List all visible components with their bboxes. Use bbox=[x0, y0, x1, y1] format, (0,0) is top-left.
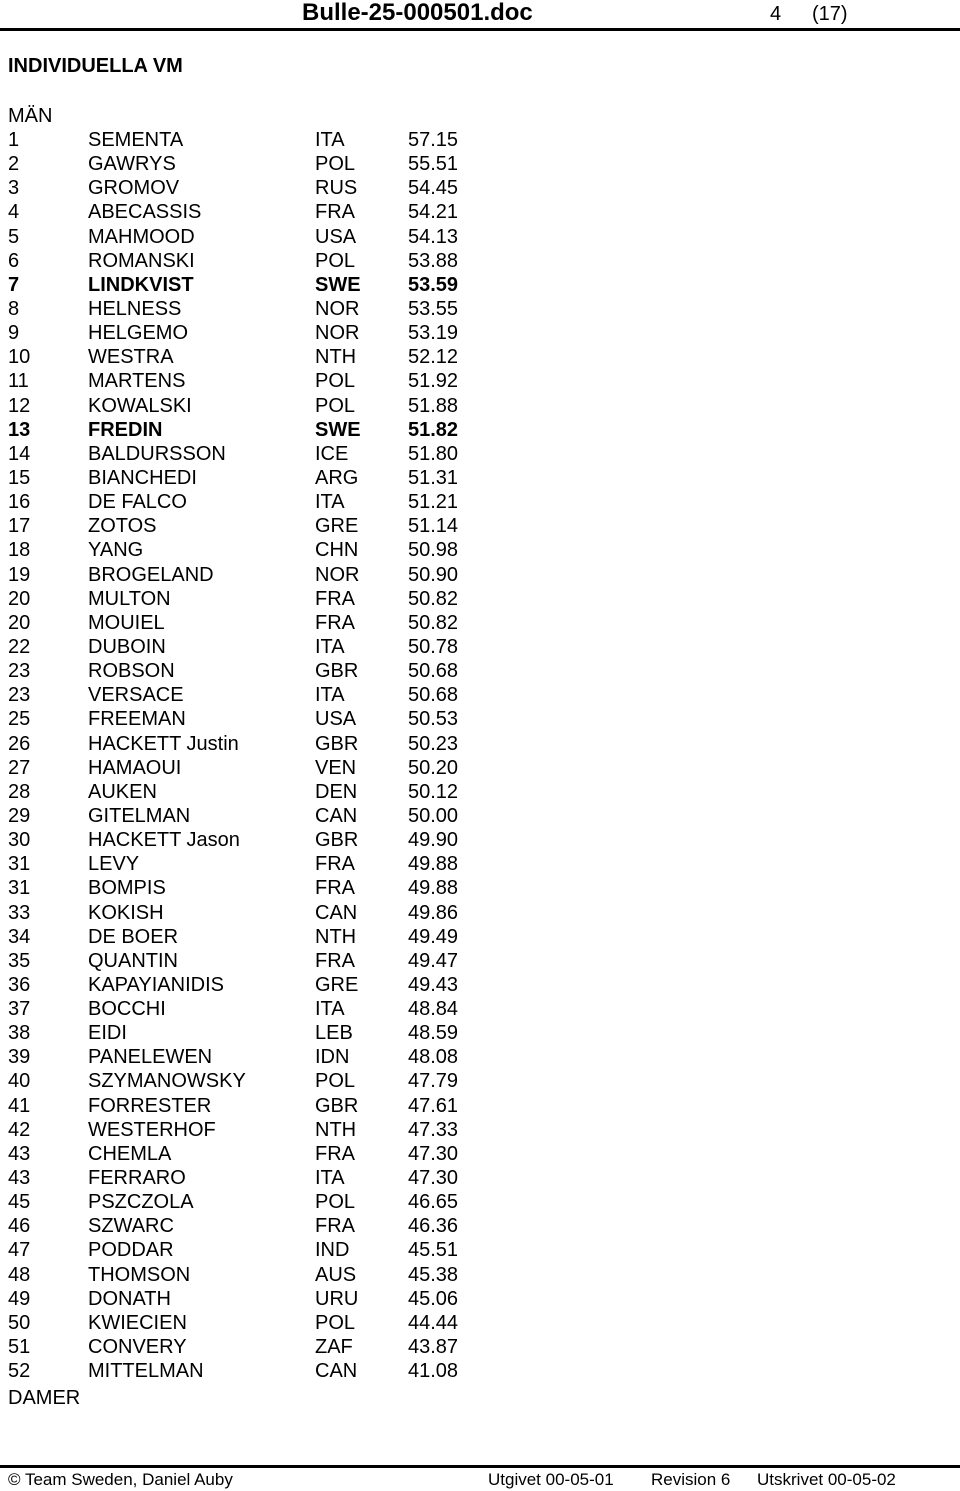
result-rank: 47 bbox=[8, 1239, 31, 1262]
result-row bbox=[0, 297, 960, 321]
result-name: FORRESTER bbox=[88, 1094, 212, 1117]
result-rank: 40 bbox=[8, 1070, 31, 1093]
result-nation: SWE bbox=[315, 273, 361, 296]
result-score: 51.80 bbox=[408, 442, 459, 465]
result-row bbox=[0, 369, 960, 393]
result-row bbox=[0, 1359, 960, 1383]
result-row bbox=[0, 200, 960, 224]
result-score: 47.30 bbox=[408, 1142, 459, 1165]
result-score: 51.31 bbox=[408, 466, 459, 489]
result-rank: 20 bbox=[8, 587, 31, 610]
result-rank: 23 bbox=[8, 684, 31, 707]
result-score: 50.53 bbox=[408, 708, 459, 731]
result-rank: 25 bbox=[8, 708, 31, 731]
result-rank: 2 bbox=[8, 153, 20, 176]
result-rank: 31 bbox=[8, 877, 31, 900]
footer-divider bbox=[0, 1465, 960, 1468]
result-row bbox=[0, 611, 960, 635]
page-header bbox=[0, 0, 960, 32]
result-name: KOKISH bbox=[88, 901, 164, 924]
result-score: 47.79 bbox=[408, 1070, 459, 1093]
result-score: 48.08 bbox=[408, 1046, 459, 1069]
result-nation: CAN bbox=[315, 804, 358, 827]
result-row bbox=[0, 1263, 960, 1287]
result-nation: GBR bbox=[315, 732, 359, 755]
result-nation: GRE bbox=[315, 515, 359, 538]
result-row bbox=[0, 973, 960, 997]
result-nation: ITA bbox=[315, 1167, 345, 1190]
result-nation: NTH bbox=[315, 346, 357, 369]
result-rank: 10 bbox=[8, 346, 31, 369]
result-nation: CHN bbox=[315, 539, 359, 562]
result-row bbox=[0, 514, 960, 538]
result-name: HELNESS bbox=[88, 297, 182, 320]
result-score: 49.90 bbox=[408, 829, 459, 852]
result-row bbox=[0, 1311, 960, 1335]
result-name: WESTERHOF bbox=[88, 1118, 216, 1141]
result-name: GITELMAN bbox=[88, 804, 191, 827]
result-nation: NOR bbox=[315, 322, 360, 345]
result-rank: 19 bbox=[8, 563, 31, 586]
result-name: HELGEMO bbox=[88, 322, 189, 345]
result-score: 53.88 bbox=[408, 249, 459, 272]
result-rank: 11 bbox=[8, 370, 29, 393]
men-heading: MÄN bbox=[8, 105, 53, 127]
result-rank: 45 bbox=[8, 1191, 31, 1214]
result-nation: NTH bbox=[315, 1118, 357, 1141]
result-name: SZYMANOWSKY bbox=[88, 1070, 246, 1093]
footer-printed: Utskrivet 00-05-02 bbox=[757, 1470, 896, 1489]
result-nation: GBR bbox=[315, 829, 359, 852]
result-name: MOUIEL bbox=[88, 611, 165, 634]
result-score: 47.33 bbox=[408, 1118, 459, 1141]
result-name: QUANTIN bbox=[88, 949, 178, 972]
result-nation: ITA bbox=[315, 129, 345, 151]
result-score: 50.00 bbox=[408, 804, 459, 827]
footer-copyright: © Team Sweden, Daniel Auby bbox=[8, 1470, 233, 1489]
result-row bbox=[0, 828, 960, 852]
result-row bbox=[0, 925, 960, 949]
result-score: 53.55 bbox=[408, 297, 459, 320]
result-rank: 51 bbox=[8, 1336, 31, 1359]
page-number: 4 bbox=[770, 3, 782, 25]
result-score: 46.65 bbox=[408, 1191, 459, 1214]
result-rank: 26 bbox=[8, 732, 31, 755]
result-name: VERSACE bbox=[88, 684, 184, 707]
result-name: GAWRYS bbox=[88, 153, 176, 176]
result-score: 52.12 bbox=[408, 346, 459, 369]
result-nation: ITA bbox=[315, 491, 345, 514]
result-rank: 41 bbox=[8, 1094, 31, 1117]
result-name: ROMANSKI bbox=[88, 249, 195, 272]
result-score: 47.30 bbox=[408, 1167, 459, 1190]
result-nation: POL bbox=[315, 249, 356, 272]
result-rank: 52 bbox=[8, 1360, 31, 1383]
result-row bbox=[0, 949, 960, 973]
result-row bbox=[0, 756, 960, 780]
result-name: MITTELMAN bbox=[88, 1360, 204, 1383]
result-name: KOWALSKI bbox=[88, 394, 192, 417]
result-nation: POL bbox=[315, 1311, 356, 1334]
result-score: 45.38 bbox=[408, 1263, 459, 1286]
result-rank: 17 bbox=[8, 515, 31, 538]
result-rank: 1 bbox=[8, 129, 20, 151]
result-row bbox=[0, 176, 960, 200]
result-score: 48.84 bbox=[408, 998, 459, 1021]
result-rank: 43 bbox=[8, 1142, 31, 1165]
result-name: LINDKVIST bbox=[88, 273, 194, 296]
result-score: 50.68 bbox=[408, 660, 459, 683]
result-row bbox=[0, 418, 960, 442]
result-rank: 27 bbox=[8, 756, 31, 779]
result-nation: GBR bbox=[315, 1094, 359, 1117]
result-rank: 43 bbox=[8, 1167, 31, 1190]
result-row bbox=[0, 442, 960, 466]
result-nation: POL bbox=[315, 1191, 356, 1214]
result-row bbox=[0, 321, 960, 345]
result-name: BIANCHEDI bbox=[88, 466, 197, 489]
result-name: PSZCZOLA bbox=[88, 1191, 194, 1214]
result-nation: USA bbox=[315, 708, 357, 731]
result-row bbox=[0, 249, 960, 273]
result-row bbox=[0, 394, 960, 418]
result-rank: 4 bbox=[8, 201, 20, 224]
header-divider bbox=[0, 28, 960, 31]
footer-revision: Revision 6 bbox=[651, 1470, 731, 1489]
result-nation: GRE bbox=[315, 973, 359, 996]
result-rank: 38 bbox=[8, 1022, 31, 1045]
result-score: 46.36 bbox=[408, 1215, 459, 1238]
result-score: 48.59 bbox=[408, 1022, 459, 1045]
result-rank: 50 bbox=[8, 1311, 31, 1334]
result-row bbox=[0, 1142, 960, 1166]
result-score: 54.45 bbox=[408, 177, 459, 200]
result-rank: 16 bbox=[8, 491, 31, 514]
result-rank: 31 bbox=[8, 853, 31, 876]
result-row bbox=[0, 273, 960, 297]
result-score: 55.51 bbox=[408, 153, 459, 176]
result-row bbox=[0, 1166, 960, 1190]
result-rank: 15 bbox=[8, 466, 31, 489]
result-row bbox=[0, 152, 960, 176]
result-name: FREDIN bbox=[88, 418, 163, 441]
result-row bbox=[0, 659, 960, 683]
result-name: MARTENS bbox=[88, 370, 186, 393]
result-score: 49.47 bbox=[408, 949, 459, 972]
result-score: 50.68 bbox=[408, 684, 459, 707]
result-score: 45.06 bbox=[408, 1287, 459, 1310]
result-score: 51.14 bbox=[408, 515, 459, 538]
result-nation: NOR bbox=[315, 297, 360, 320]
result-name: PANELEWEN bbox=[88, 1046, 213, 1069]
result-name: AUKEN bbox=[88, 780, 157, 803]
result-rank: 20 bbox=[8, 611, 31, 634]
result-row bbox=[0, 1021, 960, 1045]
result-rank: 30 bbox=[8, 829, 31, 852]
result-rank: 22 bbox=[8, 635, 31, 658]
page-footer bbox=[0, 1470, 960, 1490]
result-rank: 48 bbox=[8, 1263, 31, 1286]
result-rank: 28 bbox=[8, 780, 31, 803]
result-row bbox=[0, 901, 960, 925]
result-rank: 12 bbox=[8, 394, 31, 417]
result-rank: 8 bbox=[8, 297, 20, 320]
result-row bbox=[0, 1335, 960, 1359]
result-name: DE FALCO bbox=[88, 491, 187, 514]
result-row bbox=[0, 732, 960, 756]
result-rank: 34 bbox=[8, 925, 31, 948]
result-nation: SWE bbox=[315, 418, 361, 441]
result-nation: POL bbox=[315, 370, 356, 393]
result-nation: NOR bbox=[315, 563, 360, 586]
result-rank: 23 bbox=[8, 660, 31, 683]
result-name: WESTRA bbox=[88, 346, 174, 369]
result-nation: DEN bbox=[315, 780, 358, 803]
result-nation: FRA bbox=[315, 611, 355, 634]
result-score: 49.49 bbox=[408, 925, 459, 948]
result-nation: CAN bbox=[315, 1360, 358, 1383]
document-filename: Bulle-25-000501.doc bbox=[302, 0, 533, 26]
result-name: GROMOV bbox=[88, 177, 180, 200]
result-rank: 18 bbox=[8, 539, 31, 562]
result-nation: VEN bbox=[315, 756, 357, 779]
result-name: SEMENTA bbox=[88, 129, 184, 151]
result-row bbox=[0, 1045, 960, 1069]
result-score: 50.98 bbox=[408, 539, 459, 562]
result-score: 51.92 bbox=[408, 370, 459, 393]
result-nation: ITA bbox=[315, 998, 345, 1021]
result-nation: ZAF bbox=[315, 1336, 353, 1359]
result-row bbox=[0, 490, 960, 514]
result-score: 57.15 bbox=[408, 129, 459, 151]
result-name: MAHMOOD bbox=[88, 225, 195, 248]
result-nation: FRA bbox=[315, 1142, 355, 1165]
result-score: 43.87 bbox=[408, 1336, 459, 1359]
result-rank: 46 bbox=[8, 1215, 31, 1238]
result-nation: LEB bbox=[315, 1022, 353, 1045]
result-row bbox=[0, 1118, 960, 1142]
result-nation: RUS bbox=[315, 177, 358, 200]
result-row bbox=[0, 563, 960, 587]
footer-published: Utgivet 00-05-01 bbox=[488, 1470, 614, 1489]
result-name: ABECASSIS bbox=[88, 201, 202, 224]
result-rank: 3 bbox=[8, 177, 20, 200]
result-rank: 39 bbox=[8, 1046, 31, 1069]
result-score: 49.88 bbox=[408, 877, 459, 900]
result-score: 49.86 bbox=[408, 901, 459, 924]
result-name: ROBSON bbox=[88, 660, 175, 683]
result-nation: IDN bbox=[315, 1046, 350, 1069]
result-row bbox=[0, 1238, 960, 1262]
result-score: 44.44 bbox=[408, 1311, 459, 1334]
result-rank: 37 bbox=[8, 998, 31, 1021]
result-name: FERRARO bbox=[88, 1167, 186, 1190]
result-name: EIDI bbox=[88, 1022, 127, 1045]
section-title: INDIVIDUELLA VM bbox=[8, 55, 183, 77]
result-score: 50.82 bbox=[408, 611, 459, 634]
result-score: 51.82 bbox=[408, 418, 459, 441]
result-row bbox=[0, 1069, 960, 1093]
result-name: HACKETT Justin bbox=[88, 732, 239, 755]
result-name: BOMPIS bbox=[88, 877, 166, 900]
result-nation: USA bbox=[315, 225, 357, 248]
result-name: PODDAR bbox=[88, 1239, 174, 1262]
result-score: 50.12 bbox=[408, 780, 459, 803]
result-nation: FRA bbox=[315, 587, 355, 610]
result-score: 49.88 bbox=[408, 853, 459, 876]
result-row bbox=[0, 1094, 960, 1118]
result-name: FREEMAN bbox=[88, 708, 186, 731]
result-nation: GBR bbox=[315, 660, 359, 683]
result-row bbox=[0, 876, 960, 900]
result-score: 50.23 bbox=[408, 732, 459, 755]
result-row bbox=[0, 852, 960, 876]
result-name: KWIECIEN bbox=[88, 1311, 187, 1334]
result-rank: 36 bbox=[8, 973, 31, 996]
result-nation: CAN bbox=[315, 901, 358, 924]
result-row bbox=[0, 1190, 960, 1214]
result-score: 45.51 bbox=[408, 1239, 459, 1262]
result-name: CONVERY bbox=[88, 1336, 187, 1359]
result-rank: 35 bbox=[8, 949, 31, 972]
result-nation: ICE bbox=[315, 442, 349, 465]
result-name: DE BOER bbox=[88, 925, 179, 948]
result-nation: FRA bbox=[315, 877, 355, 900]
result-rank: 7 bbox=[8, 273, 20, 296]
result-score: 51.88 bbox=[408, 394, 459, 417]
result-nation: URU bbox=[315, 1287, 359, 1310]
result-name: ZOTOS bbox=[88, 515, 157, 538]
result-row bbox=[0, 780, 960, 804]
result-nation: NTH bbox=[315, 925, 357, 948]
result-rank: 5 bbox=[8, 225, 20, 248]
result-name: HAMAOUI bbox=[88, 756, 182, 779]
result-row bbox=[0, 587, 960, 611]
result-row bbox=[0, 466, 960, 490]
result-rank: 29 bbox=[8, 804, 31, 827]
result-name: CHEMLA bbox=[88, 1142, 172, 1165]
result-row bbox=[0, 1287, 960, 1311]
result-nation: IND bbox=[315, 1239, 350, 1262]
result-row bbox=[0, 804, 960, 828]
result-row bbox=[0, 225, 960, 249]
result-name: THOMSON bbox=[88, 1263, 191, 1286]
result-row bbox=[0, 683, 960, 707]
result-rank: 33 bbox=[8, 901, 31, 924]
result-rank: 6 bbox=[8, 249, 20, 272]
result-score: 51.21 bbox=[408, 491, 459, 514]
result-nation: FRA bbox=[315, 853, 355, 876]
result-row bbox=[0, 345, 960, 369]
result-name: DONATH bbox=[88, 1287, 171, 1310]
result-name: BOCCHI bbox=[88, 998, 166, 1021]
result-nation: FRA bbox=[315, 201, 355, 224]
result-nation: FRA bbox=[315, 949, 355, 972]
page-total: (17) bbox=[812, 3, 848, 25]
result-rank: 9 bbox=[8, 322, 20, 345]
result-name: HACKETT Jason bbox=[88, 829, 240, 852]
result-name: MULTON bbox=[88, 587, 171, 610]
result-score: 53.19 bbox=[408, 322, 459, 345]
result-nation: ARG bbox=[315, 466, 359, 489]
result-name: BROGELAND bbox=[88, 563, 214, 586]
result-row bbox=[0, 1214, 960, 1238]
result-nation: POL bbox=[315, 1070, 356, 1093]
result-row bbox=[0, 635, 960, 659]
result-name: BALDURSSON bbox=[88, 442, 226, 465]
result-score: 49.43 bbox=[408, 973, 459, 996]
result-score: 54.13 bbox=[408, 225, 459, 248]
result-row bbox=[0, 997, 960, 1021]
result-rank: 42 bbox=[8, 1118, 31, 1141]
result-rank: 13 bbox=[8, 418, 31, 441]
result-nation: FRA bbox=[315, 1215, 355, 1238]
result-score: 50.82 bbox=[408, 587, 459, 610]
result-row bbox=[0, 707, 960, 731]
result-row bbox=[0, 538, 960, 562]
result-score: 41.08 bbox=[408, 1360, 459, 1383]
result-name: KAPAYIANIDIS bbox=[88, 973, 224, 996]
result-score: 50.20 bbox=[408, 756, 459, 779]
result-name: LEVY bbox=[88, 853, 140, 876]
result-name: YANG bbox=[88, 539, 144, 562]
result-score: 50.78 bbox=[408, 635, 459, 658]
result-score: 50.90 bbox=[408, 563, 459, 586]
result-name: DUBOIN bbox=[88, 635, 166, 658]
result-nation: POL bbox=[315, 153, 356, 176]
result-nation: ITA bbox=[315, 635, 345, 658]
result-row bbox=[0, 128, 960, 152]
result-score: 54.21 bbox=[408, 201, 459, 224]
result-name: SZWARC bbox=[88, 1215, 174, 1238]
result-rank: 14 bbox=[8, 442, 31, 465]
result-score: 53.59 bbox=[408, 273, 459, 296]
result-nation: POL bbox=[315, 394, 356, 417]
women-heading: DAMER bbox=[8, 1387, 81, 1409]
result-nation: AUS bbox=[315, 1263, 357, 1286]
results-list bbox=[0, 128, 960, 1383]
result-nation: ITA bbox=[315, 684, 345, 707]
result-rank: 49 bbox=[8, 1287, 31, 1310]
result-score: 47.61 bbox=[408, 1094, 459, 1117]
